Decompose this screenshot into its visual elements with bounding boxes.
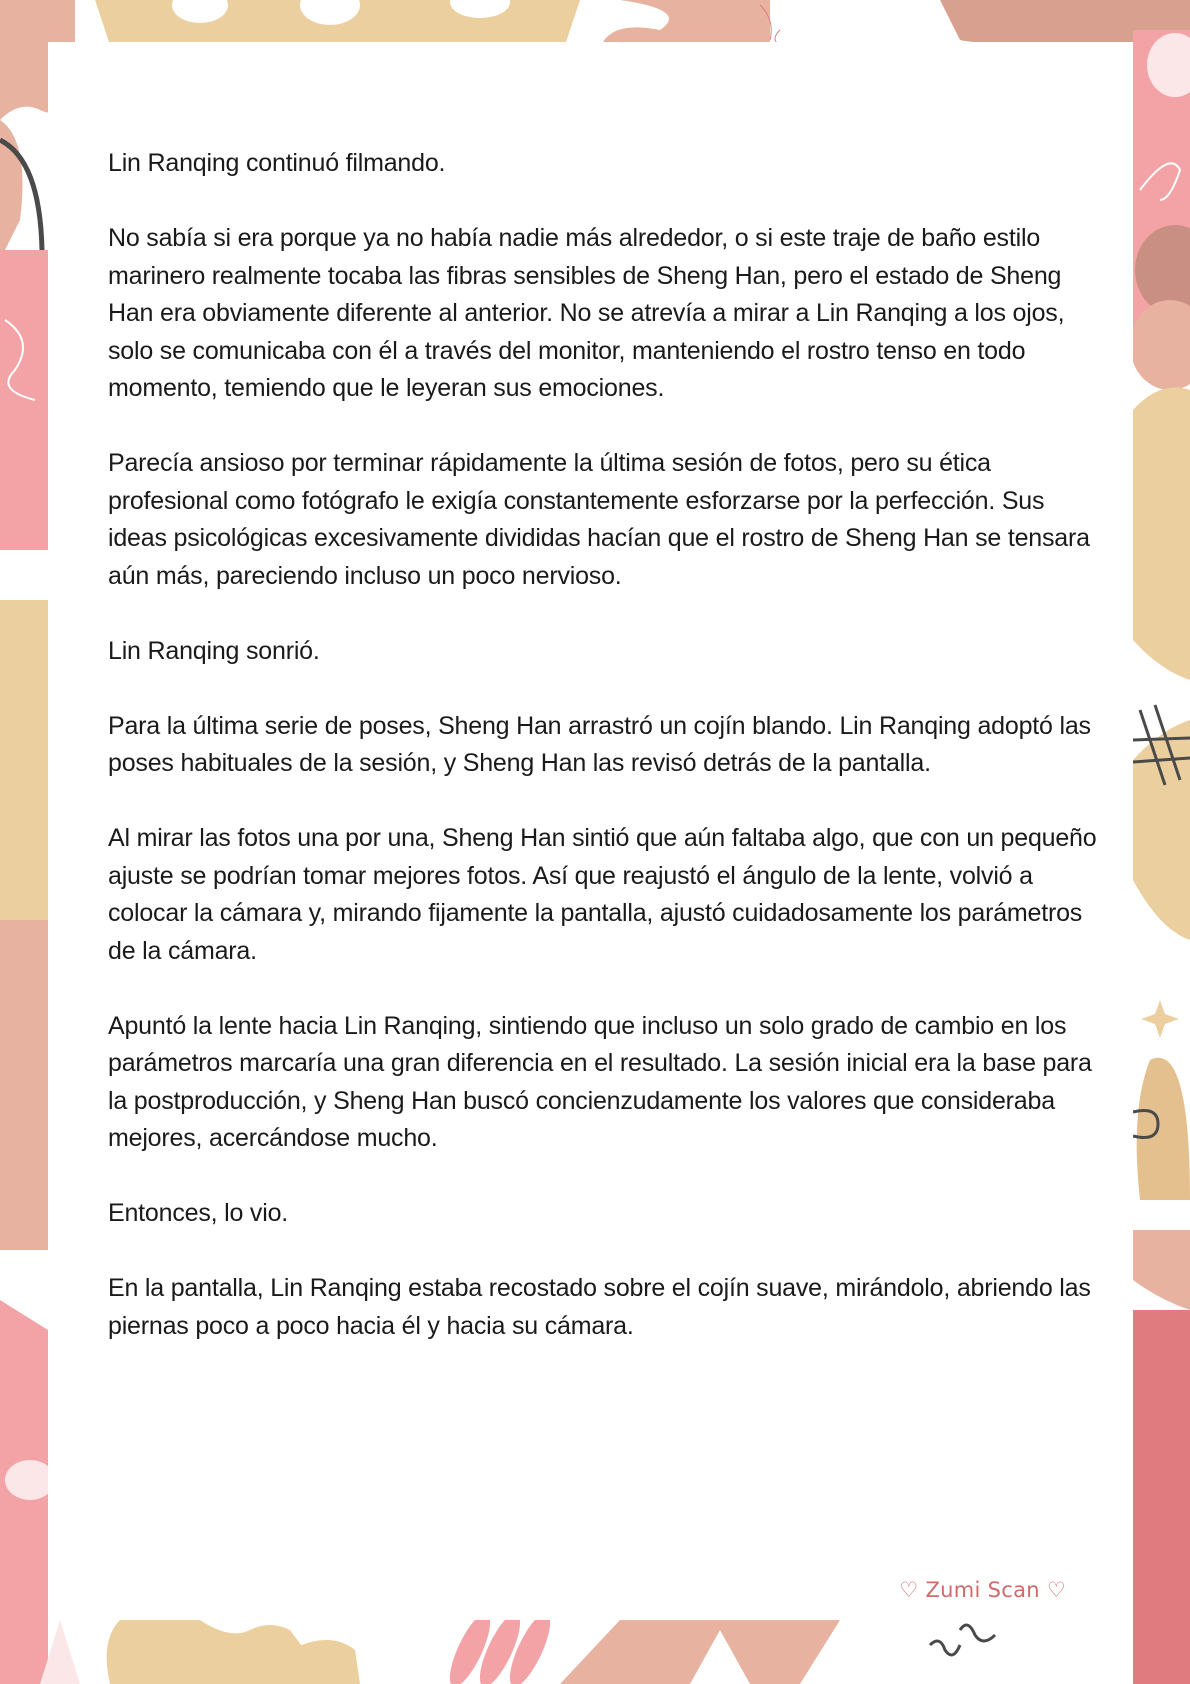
paragraph: Lin Ranqing sonrió.: [108, 636, 320, 665]
paragraph: No sabía si era porque ya no había nadie más alrededor, o si este traje de baño estilo marinero realmente tocaba las fibras sensibles de Sheng Han, pero el estado de Sheng Han era obviamente diferente al anterior. No se atrevía a mirar a Lin Ranqing a los ojos, solo se comunicaba con él a través del monitor, manteniendo el rostro tenso en todo momento, temiendo que le leyeran sus emociones.: [108, 224, 1065, 402]
paragraph: En la pantalla, Lin Ranqing estaba recostado sobre el cojín suave, mirándolo, abriendo las piernas poco a poco hacia él y hacia su cámara.: [108, 1274, 1091, 1340]
document-body: [108, 145, 1108, 1383]
paragraph: Para la última serie de poses, Sheng Han arrastró un cojín blando. Lin Ranqing adoptó las poses habituales de la sesión, y Sheng Han las revisó detrás de la pantalla.: [108, 711, 1091, 777]
paragraph: Al mirar las fotos una por una, Sheng Han sintió que aún faltaba algo, que con un pequeño ajuste se podrían tomar mejores fotos. Así que reajustó el ángulo de la lente, volvió a colocar la cámara y, mirando fijamente la pantalla, ajustó cuidadosamente los parámetros de la cámara.: [108, 824, 1097, 965]
scanlation-credit: ♡ Zumi Scan ♡: [899, 1578, 1066, 1602]
paragraph: Entonces, lo vio.: [108, 1199, 289, 1227]
page-panel: [48, 42, 1133, 1620]
paragraph: Apuntó la lente hacia Lin Ranqing, sintiendo que incluso un solo grado de cambio en los parámetros marcaría una gran diferencia en el resultado. La sesión inicial era la base para la postproducción, y Sheng Han buscó concienzudamente los valores que consideraba mejores, acercándose mucho.: [108, 1011, 1092, 1152]
paragraph: Lin Ranqing continuó filmando.: [108, 149, 446, 177]
paragraph: Parecía ansioso por terminar rápidamente la última sesión de fotos, pero su ética profesional como fotógrafo le exigía constantemente esforzarse por la perfección. Sus ideas psicológicas excesivamente divididas hacían que el rostro de Sheng Han se tensara aún más, pareciendo incluso un poco nervioso.: [108, 449, 1090, 590]
